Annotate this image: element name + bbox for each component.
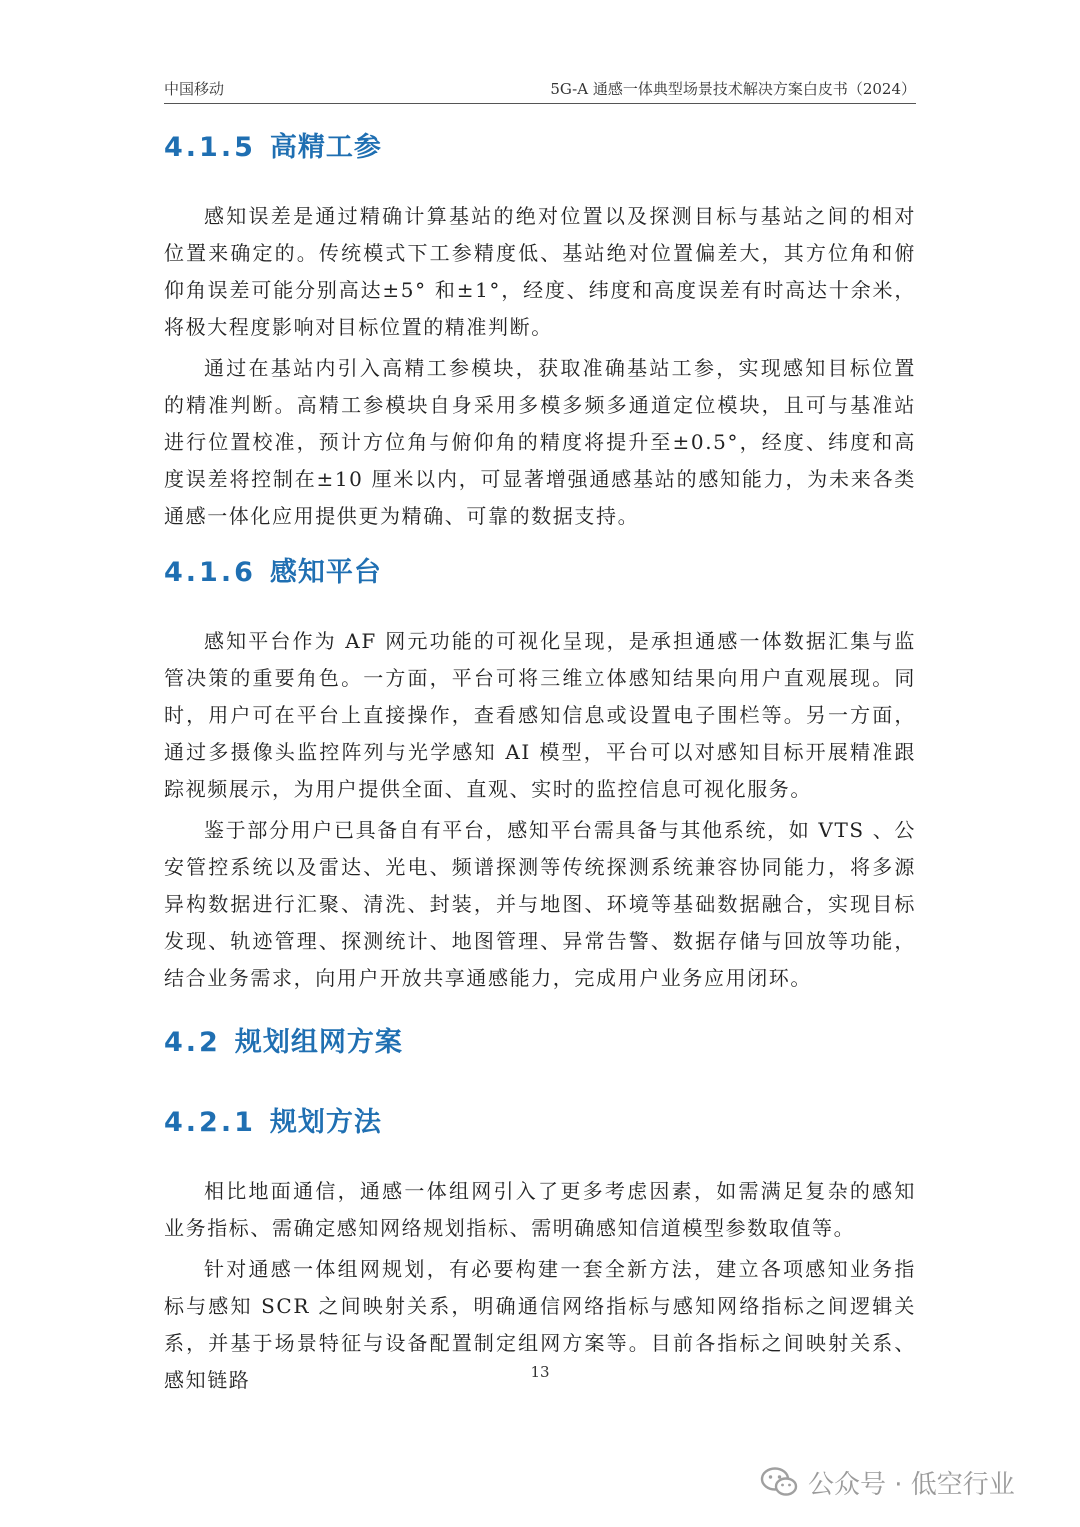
header-divider xyxy=(164,103,916,104)
paragraph: 感知误差是通过精确计算基站的绝对位置以及探测目标与基站之间的相对位置来确定的。传统模式下工参精度低、基站绝对位置偏差大，其方位角和俯仰角误差可能分别高达±5° 和±1°，经度、纬度和高度误差有时高达十余米，将极大程度影响对目标位置的精准判断。 xyxy=(164,204,916,339)
heading-title: 规划组网方案 xyxy=(234,1027,403,1058)
paragraph: 相比地面通信，通感一体组网引入了更多考虑因素，如需满足复杂的感知业务指标、需确定感知网络规划指标、需明确感知信道模型参数取值等。 xyxy=(164,1179,916,1240)
watermark-text: 公众号 · 低空行业 xyxy=(808,1469,1015,1500)
heading-number: 4.1.5 xyxy=(164,132,256,163)
page-content xyxy=(164,128,916,1399)
paragraph: 针对通感一体组网规划，有必要构建一套全新方法，建立各项感知业务指标与感知 SCR 之间映射关系，明确通信网络指标与感知网络指标之间逻辑关系，并基于场景特征与设备配置制定组网方案等。目前各指标之间映射关系、感知链路 xyxy=(164,1257,916,1392)
header-org: 中国移动 xyxy=(164,80,225,98)
heading-4-2-1 xyxy=(164,1103,916,1143)
paragraph: 通过在基站内引入高精工参模块，获取准确基站工参，实现感知目标位置的精准判断。高精工参模块自身采用多模多频多通道定位模块，且可与基准站进行位置校准，预计方位角与俯仰角的精度将提升至±0.5°，经度、纬度和高度误差将控制在±10 厘米以内，可显著增强通感基站的感知能力，为未来各类通感一体化应用提供更为精确、可靠的数据支持。 xyxy=(164,356,916,528)
heading-title: 感知平台 xyxy=(269,557,382,588)
page-number: 13 xyxy=(530,1363,550,1381)
heading-title: 规划方法 xyxy=(269,1107,382,1138)
heading-4-1-5 xyxy=(164,128,916,168)
paragraph: 感知平台作为 AF 网元功能的可视化呈现，是承担通感一体数据汇集与监管决策的重要角色。一方面，平台可将三维立体感知结果向用户直观展现。同时，用户可在平台上直接操作，查看感知信息或设置电子围栏等。另一方面，通过多摄像头监控阵列与光学感知 AI 模型，平台可以对感知目标开展精准跟踪视频展示，为用户提供全面、直观、实时的监控信息可视化服务。 xyxy=(164,629,916,801)
heading-4-1-6 xyxy=(164,553,916,593)
heading-4-2 xyxy=(164,1023,916,1063)
heading-number: 4.2.1 xyxy=(164,1107,256,1138)
watermark xyxy=(760,1462,1015,1502)
heading-title: 高精工参 xyxy=(269,132,382,163)
heading-number: 4.1.6 xyxy=(164,557,256,588)
header-doc-title: 5G-A 通感一体典型场景技术解决方案白皮书（2024） xyxy=(550,80,916,98)
wechat-icon xyxy=(760,1467,798,1497)
heading-number: 4.2 xyxy=(164,1027,221,1058)
paragraph: 鉴于部分用户已具备自有平台，感知平台需具备与其他系统，如 VTS 、公安管控系统以及雷达、光电、频谱探测等传统探测系统兼容协同能力，将多源异构数据进行汇聚、清洗、封装，并与地图、环境等基础数据融合，实现目标发现、轨迹管理、探测统计、地图管理、异常告警、数据存储与回放等功能，结合业务需求，向用户开放共享通感能力，完成用户业务应用闭环。 xyxy=(164,818,916,990)
page-header xyxy=(164,78,916,102)
